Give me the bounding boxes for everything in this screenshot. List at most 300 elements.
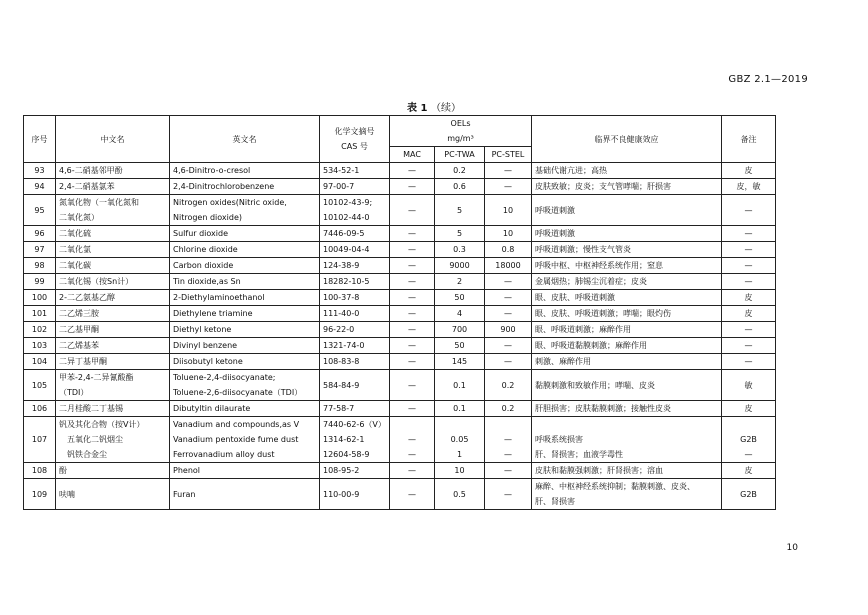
cas-cell bbox=[320, 306, 390, 322]
effect-cell bbox=[532, 338, 722, 354]
pc-twa-cell bbox=[435, 306, 485, 322]
cell-line: — bbox=[504, 450, 512, 459]
cell-line: 5 bbox=[456, 229, 463, 238]
mac-cell bbox=[390, 306, 435, 322]
cell-line: 钒及其化合物（按V计） bbox=[59, 420, 145, 429]
cas-cell bbox=[320, 242, 390, 258]
cell-line: 145 bbox=[451, 357, 468, 366]
cell-line: 97-00-7 bbox=[323, 182, 355, 191]
cell-line: 4,6-二硝基邻甲酚 bbox=[59, 166, 123, 175]
remark-cell bbox=[722, 195, 776, 226]
cn-name-cell bbox=[56, 258, 170, 274]
cell-line: 眼、皮肤、呼吸道刺激 bbox=[535, 293, 616, 302]
mac-cell bbox=[390, 258, 435, 274]
mac-cell bbox=[390, 322, 435, 338]
cell-line: 二氧化氮） bbox=[59, 213, 99, 222]
cell-line: — bbox=[504, 357, 512, 366]
en-name-cell bbox=[170, 226, 320, 242]
cell-line: （TDI） bbox=[59, 388, 89, 397]
table-body bbox=[24, 163, 776, 510]
row-number-cell: 98 bbox=[24, 258, 56, 274]
cell-line: Dibutyltin dilaurate bbox=[173, 404, 251, 413]
cell-line: 108-95-2 bbox=[323, 466, 360, 475]
cell-line: 刺激、麻醉作用 bbox=[535, 357, 592, 366]
cn-name-cell bbox=[56, 338, 170, 354]
header-cas-line2: CAS 号 bbox=[341, 142, 368, 151]
pc-stel-cell bbox=[485, 242, 532, 258]
effect-cell bbox=[532, 417, 722, 463]
en-name-cell bbox=[170, 417, 320, 463]
cell-line: — bbox=[744, 325, 753, 334]
pc-stel-cell bbox=[485, 417, 532, 463]
table-row bbox=[24, 226, 776, 242]
effect-cell bbox=[532, 370, 722, 401]
en-name-cell bbox=[170, 370, 320, 401]
cn-name-cell bbox=[56, 322, 170, 338]
pc-twa-cell bbox=[435, 463, 485, 479]
cn-name-cell bbox=[56, 306, 170, 322]
en-name-cell bbox=[170, 258, 320, 274]
cell-line: Nitrogen dioxide) bbox=[173, 213, 242, 222]
cn-name-cell bbox=[56, 226, 170, 242]
cell-line: Toluene-2,4-diisocyanate; bbox=[173, 373, 276, 382]
cell-line: — bbox=[408, 466, 416, 475]
cell-line: 110-00-9 bbox=[323, 489, 360, 499]
cell-line: — bbox=[408, 261, 416, 270]
pc-twa-cell bbox=[435, 179, 485, 195]
cell-line: Vanadium and compounds,as V bbox=[173, 420, 300, 429]
cell-line: — bbox=[408, 293, 416, 302]
cell-line: 0.3 bbox=[453, 245, 466, 254]
cas-cell bbox=[320, 179, 390, 195]
cell-line: 0.5 bbox=[453, 489, 466, 499]
mac-cell bbox=[390, 338, 435, 354]
cell-line: 0.8 bbox=[501, 245, 515, 254]
pc-stel-cell bbox=[485, 370, 532, 401]
table-row bbox=[24, 242, 776, 258]
table-row bbox=[24, 463, 776, 479]
cell-line: 皮 bbox=[744, 166, 753, 175]
remark-cell bbox=[722, 401, 776, 417]
cell-line: 124-38-9 bbox=[323, 261, 360, 270]
mac-cell bbox=[390, 226, 435, 242]
cell-line: 二氧化氯 bbox=[59, 245, 91, 254]
en-name-cell bbox=[170, 338, 320, 354]
cell-line: — bbox=[504, 435, 512, 444]
cell-line: — bbox=[408, 245, 416, 254]
mac-cell bbox=[390, 479, 435, 510]
mac-cell bbox=[390, 242, 435, 258]
table-continued-note: （续） bbox=[430, 103, 461, 114]
cell-line: 10102-43-9; bbox=[323, 198, 373, 207]
cell-line: 二乙基甲酮 bbox=[59, 325, 99, 334]
cell-line: 0.1 bbox=[453, 404, 466, 413]
cell-line: 麻醉、中枢神经系统抑制；黏膜刺激、皮炎、 bbox=[535, 482, 696, 491]
cell-line: Ferrovanadium alloy dust bbox=[173, 450, 275, 459]
row-number-cell: 102 bbox=[24, 322, 56, 338]
remark-cell bbox=[722, 163, 776, 179]
mac-cell bbox=[390, 370, 435, 401]
pc-twa-cell bbox=[435, 274, 485, 290]
table-row bbox=[24, 179, 776, 195]
mac-cell bbox=[390, 290, 435, 306]
pc-twa-cell bbox=[435, 242, 485, 258]
cell-line: 敏 bbox=[744, 380, 753, 390]
cell-line: 700 bbox=[451, 325, 468, 334]
cell-line: 二氧化锡（按Sn计） bbox=[59, 277, 134, 286]
cell-line: 眼、皮肤、呼吸道刺激；哮喘；眼灼伤 bbox=[535, 309, 672, 318]
mac-cell bbox=[390, 274, 435, 290]
header-oels-line1: OELs bbox=[450, 119, 471, 128]
cell-line: 0.2 bbox=[501, 380, 515, 390]
header-oels bbox=[390, 116, 532, 147]
cell-line: 0.05 bbox=[450, 435, 469, 444]
cell-line bbox=[438, 417, 481, 432]
pc-twa-cell bbox=[435, 322, 485, 338]
row-number-cell: 93 bbox=[24, 163, 56, 179]
cell-line: Carbon dioxide bbox=[173, 261, 234, 270]
cn-name-cell bbox=[56, 463, 170, 479]
header-remarks: 备注 bbox=[722, 116, 776, 163]
cas-cell bbox=[320, 479, 390, 510]
effect-cell bbox=[532, 226, 722, 242]
cell-line: 5 bbox=[456, 205, 463, 215]
pc-stel-cell bbox=[485, 226, 532, 242]
cell-line: 呼吸道刺激 bbox=[535, 205, 576, 215]
cell-line: 10102-44-0 bbox=[323, 213, 370, 222]
cell-line: — bbox=[408, 404, 416, 413]
table-caption bbox=[0, 99, 868, 114]
effect-cell bbox=[532, 401, 722, 417]
pc-twa-cell bbox=[435, 226, 485, 242]
cell-line: 0.6 bbox=[453, 182, 466, 191]
remark-cell bbox=[722, 370, 776, 401]
cell-line: 肝、肾损害 bbox=[535, 497, 576, 506]
table-row bbox=[24, 338, 776, 354]
standard-code: GBZ 2.1—2019 bbox=[728, 74, 808, 85]
effect-cell bbox=[532, 163, 722, 179]
cas-cell bbox=[320, 417, 390, 463]
cell-line bbox=[535, 417, 718, 432]
cell-line: — bbox=[744, 245, 753, 254]
cell-line: 皮肤致敏；皮炎；支气管哮喘；肝损害 bbox=[535, 182, 672, 191]
mac-cell bbox=[390, 163, 435, 179]
mac-cell bbox=[390, 417, 435, 463]
remark-cell bbox=[722, 306, 776, 322]
cell-line: 皮肤和黏膜强刺激；肝肾损害；溶血 bbox=[535, 466, 664, 475]
mac-cell bbox=[390, 195, 435, 226]
row-number-cell: 106 bbox=[24, 401, 56, 417]
cell-line: 96-22-0 bbox=[323, 325, 355, 334]
cell-line: 10 bbox=[454, 466, 465, 475]
cell-line: Furan bbox=[173, 489, 196, 499]
mac-cell bbox=[390, 354, 435, 370]
row-number-cell: 97 bbox=[24, 242, 56, 258]
cell-line: 9000 bbox=[449, 261, 470, 270]
cell-line: — bbox=[408, 435, 416, 444]
pc-stel-cell bbox=[485, 354, 532, 370]
table-row bbox=[24, 370, 776, 401]
cell-line: Tin dioxide,as Sn bbox=[173, 277, 241, 286]
cas-cell bbox=[320, 258, 390, 274]
mac-cell bbox=[390, 179, 435, 195]
remark-cell bbox=[722, 258, 776, 274]
cell-line: 氮氧化物（一氧化氮和 bbox=[59, 198, 139, 207]
cell-line: 18282-10-5 bbox=[323, 277, 370, 286]
cell-line: — bbox=[408, 325, 416, 334]
header-no: 序号 bbox=[24, 116, 56, 163]
header-effects: 临界不良健康效应 bbox=[532, 116, 722, 163]
cell-line: 呼吸道刺激 bbox=[535, 229, 576, 238]
cell-line: 肝、肾损害；血液学毒性 bbox=[535, 450, 624, 459]
remark-cell bbox=[722, 274, 776, 290]
header-row bbox=[24, 116, 776, 147]
en-name-cell bbox=[170, 463, 320, 479]
row-number-cell: 103 bbox=[24, 338, 56, 354]
cell-line: 皮 bbox=[744, 404, 753, 413]
cell-line: — bbox=[408, 489, 416, 499]
table-row bbox=[24, 401, 776, 417]
pc-stel-cell bbox=[485, 179, 532, 195]
cell-line: 皮 bbox=[744, 293, 753, 302]
header-mac: MAC bbox=[390, 147, 435, 163]
en-name-cell bbox=[170, 290, 320, 306]
cell-line: — bbox=[504, 466, 512, 475]
cas-cell bbox=[320, 322, 390, 338]
en-name-cell bbox=[170, 163, 320, 179]
remark-cell bbox=[722, 290, 776, 306]
pc-twa-cell bbox=[435, 479, 485, 510]
cell-line: 皮，敏 bbox=[736, 182, 761, 191]
cell-line: 7446-09-5 bbox=[323, 229, 365, 238]
mac-cell bbox=[390, 463, 435, 479]
cell-line: — bbox=[504, 309, 512, 318]
cell-line: — bbox=[744, 261, 753, 270]
cell-line: Diisobutyl ketone bbox=[173, 357, 243, 366]
en-name-cell bbox=[170, 274, 320, 290]
remark-cell bbox=[722, 354, 776, 370]
cell-line: — bbox=[408, 182, 416, 191]
cell-line bbox=[393, 417, 431, 432]
pc-twa-cell bbox=[435, 163, 485, 179]
cn-name-cell bbox=[56, 290, 170, 306]
cell-line: Nitrogen oxides(Nitric oxide, bbox=[173, 198, 287, 207]
cell-line: 皮 bbox=[744, 466, 753, 475]
cell-line: — bbox=[744, 277, 753, 286]
cell-line: — bbox=[504, 182, 512, 191]
row-number-cell: 100 bbox=[24, 290, 56, 306]
row-number-cell: 104 bbox=[24, 354, 56, 370]
en-name-cell bbox=[170, 401, 320, 417]
row-number-cell: 99 bbox=[24, 274, 56, 290]
cell-line: Sulfur dioxide bbox=[173, 229, 228, 238]
oel-table bbox=[23, 115, 776, 510]
cell-line: — bbox=[744, 229, 753, 238]
cell-line: 皮 bbox=[744, 309, 753, 318]
cell-line: 1314-62-1 bbox=[323, 435, 365, 444]
mac-cell bbox=[390, 401, 435, 417]
cell-line: 眼、呼吸道黏膜刺激；麻醉作用 bbox=[535, 341, 648, 350]
pc-stel-cell bbox=[485, 195, 532, 226]
cell-line: 呼吸道刺激；慢性支气管炎 bbox=[535, 245, 632, 254]
cell-line: 584-84-9 bbox=[323, 380, 360, 390]
cell-line: — bbox=[504, 489, 512, 499]
en-name-cell bbox=[170, 354, 320, 370]
cell-line: 1321-74-0 bbox=[323, 341, 365, 350]
effect-cell bbox=[532, 306, 722, 322]
cell-line: 0.2 bbox=[501, 404, 515, 413]
cell-line: — bbox=[504, 341, 512, 350]
remark-cell bbox=[722, 226, 776, 242]
cell-line: 4,6-Dinitro-o-cresol bbox=[173, 166, 251, 175]
table-row bbox=[24, 417, 776, 463]
cell-line: 二月桂酸二丁基锡 bbox=[59, 404, 123, 413]
pc-twa-cell bbox=[435, 417, 485, 463]
row-number-cell: 94 bbox=[24, 179, 56, 195]
remark-cell bbox=[722, 322, 776, 338]
cell-line bbox=[725, 417, 772, 432]
header-cn-name: 中文名 bbox=[56, 116, 170, 163]
cn-name-cell bbox=[56, 354, 170, 370]
cell-line: 7440-62-6（V） bbox=[323, 420, 386, 429]
table-row bbox=[24, 322, 776, 338]
cell-line: 534-52-1 bbox=[323, 166, 360, 175]
effect-cell bbox=[532, 195, 722, 226]
cell-line: 二氧化硫 bbox=[59, 229, 91, 238]
cell-line: 五氧化二钒烟尘 bbox=[59, 435, 123, 444]
pc-twa-cell bbox=[435, 195, 485, 226]
cell-line: 呋喃 bbox=[59, 489, 75, 499]
effect-cell bbox=[532, 322, 722, 338]
cell-line: 肝胆损害；皮肤黏膜刺激；接触性皮炎 bbox=[535, 404, 672, 413]
cn-name-cell bbox=[56, 274, 170, 290]
cell-line: — bbox=[408, 277, 416, 286]
pc-twa-cell bbox=[435, 354, 485, 370]
table-title: 表 1 bbox=[407, 103, 428, 114]
cell-line: Toluene-2,6-diisocyanate（TDI） bbox=[173, 388, 303, 397]
cn-name-cell bbox=[56, 179, 170, 195]
cell-line: Chlorine dioxide bbox=[173, 245, 238, 254]
en-name-cell bbox=[170, 479, 320, 510]
cell-line: G2B bbox=[740, 435, 757, 444]
cas-cell bbox=[320, 338, 390, 354]
cell-line: 2-二乙氨基乙醇 bbox=[59, 293, 115, 302]
cn-name-cell bbox=[56, 479, 170, 510]
cell-line: 18000 bbox=[495, 261, 521, 270]
cell-line: 10 bbox=[502, 205, 514, 215]
en-name-cell bbox=[170, 242, 320, 258]
cn-name-cell bbox=[56, 163, 170, 179]
cell-line: — bbox=[744, 357, 753, 366]
cell-line: 0.2 bbox=[453, 166, 466, 175]
remark-cell bbox=[722, 242, 776, 258]
cell-line: 10049-04-4 bbox=[323, 245, 370, 254]
cell-line: — bbox=[408, 341, 416, 350]
cell-line: 50 bbox=[454, 341, 465, 350]
cell-line: 108-83-8 bbox=[323, 357, 360, 366]
cell-line: 0.1 bbox=[453, 380, 466, 390]
pc-twa-cell bbox=[435, 258, 485, 274]
cell-line: — bbox=[408, 229, 416, 238]
en-name-cell bbox=[170, 322, 320, 338]
cas-cell bbox=[320, 274, 390, 290]
cell-line: — bbox=[408, 205, 416, 215]
cell-line: — bbox=[504, 293, 512, 302]
pc-twa-cell bbox=[435, 290, 485, 306]
cas-cell bbox=[320, 463, 390, 479]
effect-cell bbox=[532, 290, 722, 306]
cell-line: 100-37-8 bbox=[323, 293, 360, 302]
cell-line: — bbox=[744, 205, 753, 215]
cas-cell bbox=[320, 226, 390, 242]
cell-line: 2,4-二硝基氯苯 bbox=[59, 182, 115, 191]
table-row bbox=[24, 290, 776, 306]
cn-name-cell bbox=[56, 242, 170, 258]
cell-line: 77-58-7 bbox=[323, 404, 355, 413]
row-number-cell: 108 bbox=[24, 463, 56, 479]
cell-line: 4 bbox=[456, 309, 463, 318]
cell-line: 111-40-0 bbox=[323, 309, 360, 318]
cell-line: — bbox=[408, 380, 416, 390]
pc-stel-cell bbox=[485, 258, 532, 274]
cell-line: 2 bbox=[456, 277, 463, 286]
cas-cell bbox=[320, 195, 390, 226]
header-cas-line1: 化学文摘号 bbox=[334, 127, 375, 136]
pc-stel-cell bbox=[485, 274, 532, 290]
row-number-cell: 101 bbox=[24, 306, 56, 322]
table-row bbox=[24, 479, 776, 510]
pc-twa-cell bbox=[435, 338, 485, 354]
cell-line: 2,4-Dinitrochlorobenzene bbox=[173, 182, 275, 191]
cell-line: 酚 bbox=[59, 466, 67, 475]
pc-stel-cell bbox=[485, 163, 532, 179]
pc-stel-cell bbox=[485, 306, 532, 322]
en-name-cell bbox=[170, 179, 320, 195]
table-row bbox=[24, 163, 776, 179]
cell-line: — bbox=[504, 166, 512, 175]
cas-cell bbox=[320, 290, 390, 306]
cell-line: 甲苯-2,4-二异氰酸酯 bbox=[59, 373, 134, 382]
pc-stel-cell bbox=[485, 463, 532, 479]
cas-cell bbox=[320, 163, 390, 179]
pc-twa-cell bbox=[435, 370, 485, 401]
row-number-cell: 109 bbox=[24, 479, 56, 510]
en-name-cell bbox=[170, 195, 320, 226]
cell-line: Diethyl ketone bbox=[173, 325, 232, 334]
cell-line: Divinyl benzene bbox=[173, 341, 238, 350]
cell-line: — bbox=[744, 341, 753, 350]
cas-cell bbox=[320, 370, 390, 401]
cell-line: 50 bbox=[454, 293, 465, 302]
cell-line: 呼吸中枢、中枢神经系统作用；窒息 bbox=[535, 261, 664, 270]
row-number-cell: 95 bbox=[24, 195, 56, 226]
header-pc-stel: PC-STEL bbox=[485, 147, 532, 163]
cn-name-cell bbox=[56, 370, 170, 401]
remark-cell bbox=[722, 463, 776, 479]
cell-line: — bbox=[504, 277, 512, 286]
table-row bbox=[24, 306, 776, 322]
pc-stel-cell bbox=[485, 322, 532, 338]
table-row bbox=[24, 274, 776, 290]
cell-line: 基础代谢亢进；高热 bbox=[535, 166, 608, 175]
cell-line: 1 bbox=[456, 450, 463, 459]
cell-line bbox=[488, 417, 528, 432]
cell-line: 呼吸系统损害 bbox=[535, 435, 584, 444]
cell-line: G2B bbox=[740, 489, 757, 499]
effect-cell bbox=[532, 179, 722, 195]
row-number-cell: 96 bbox=[24, 226, 56, 242]
effect-cell bbox=[532, 258, 722, 274]
